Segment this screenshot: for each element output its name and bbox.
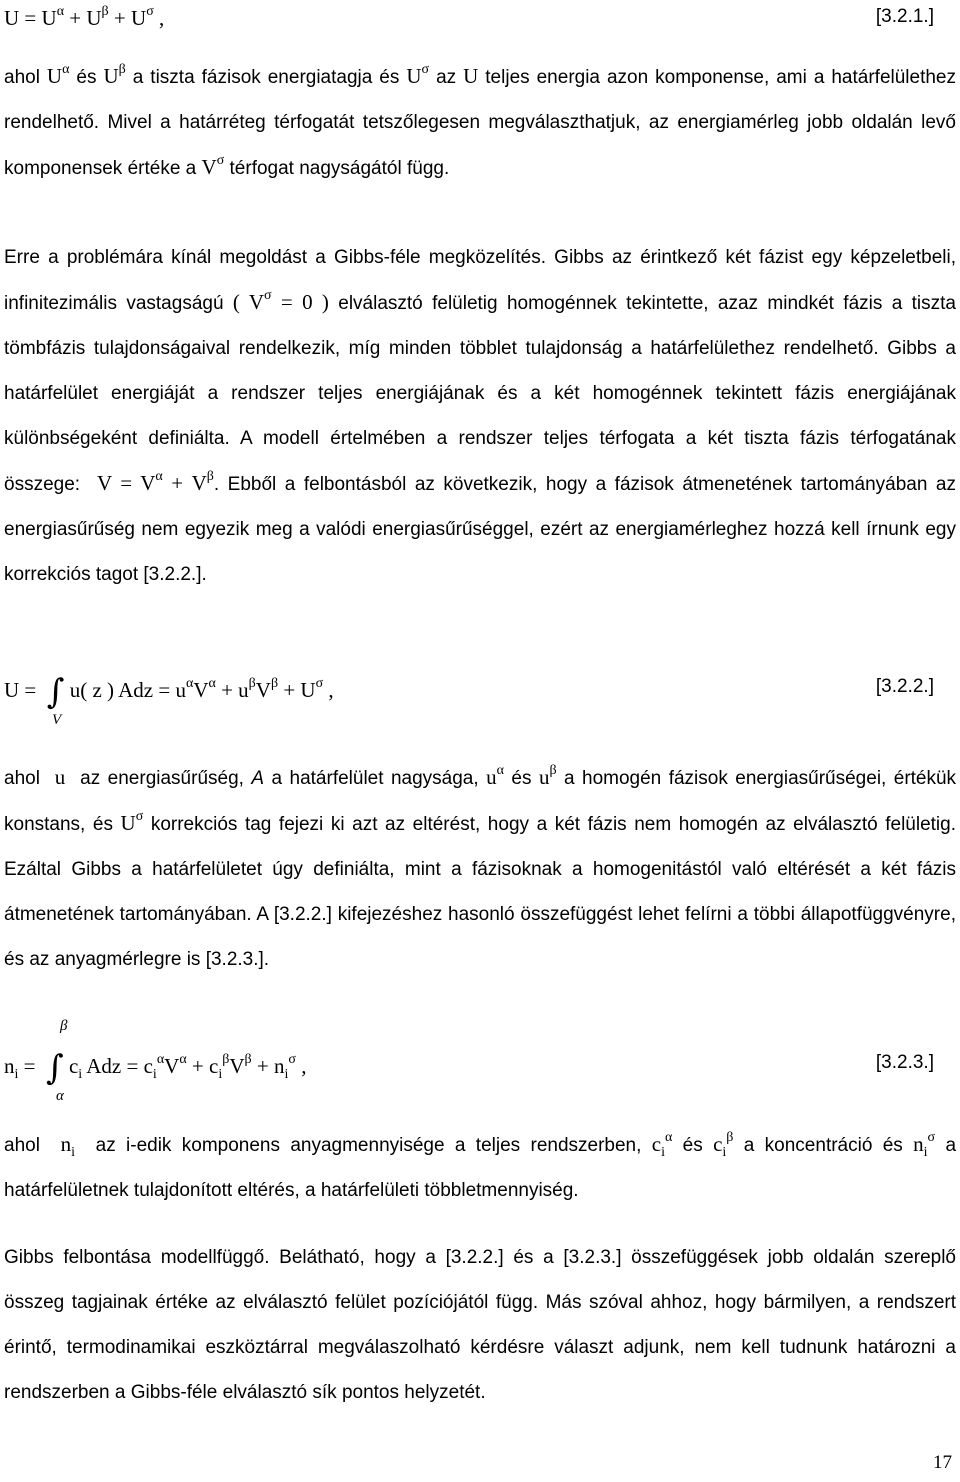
equation-number: [3.2.2.] — [875, 676, 934, 697]
math-inline: $u^\beta$ — [538, 763, 557, 789]
text-span: elválasztó felületig homogénnek tekintette, azaz mindkét fázis a tiszta tömbfázis tulajdonságaival rendelkezik, míg minden többlet tulajdonság a határfelülethez rendelhető. Gibbs a határfelület energiáját a rendszer teljes energiájának és a két homogénnek tekintett fázis energiájának különbségeként definiálta. A modell értelmében a rendszer teljes térfogata a két tiszta fázis térfogatának összege: — [4, 293, 956, 495]
math-inline: ( $V^\sigma = 0$ ) — [232, 288, 329, 314]
math-inline: $n_i$ — [50, 1132, 75, 1161]
equation-number: [3.2.3.] — [875, 1052, 934, 1073]
math-inline: $u^\alpha$ — [486, 763, 504, 789]
paragraph-2 — [4, 235, 956, 597]
math-inline: $c_i^\alpha$ — [651, 1130, 673, 1161]
paragraph-3 — [4, 755, 956, 982]
paragraph-4 — [4, 1122, 956, 1213]
text-span: a tiszta fázisok energiatagja és — [132, 67, 400, 88]
text-span: a homogén fázisok energiasűrűségei, értékük konstans, és — [4, 768, 957, 835]
text-span: ahol — [4, 768, 40, 789]
text-span: és — [76, 67, 97, 88]
text-span: a határfelületnek tulajdonított eltérés, a határfelületi többletmennyiség. — [4, 1135, 957, 1201]
text-span: térfogat nagyságától függ. — [229, 158, 450, 179]
integral-sign: ∫ — [46, 672, 65, 712]
math-inline: u — [47, 765, 73, 789]
text-span: korrekciós tag fejezi ki azt az eltérést, hogy a két fázis nem homogén az elválasztó felületig. Ezáltal Gibbs a határfelületet úgy definiálta, mint a fázisoknak a homogenitástól való eltérését a két fázis átmenetének tartományában. A [3.2.2.] kifejezéshez hasonló összefüggést lehet felírni a többi állapotfüggvényre, és az anyagmérlegre is [3.2.3.]. — [4, 814, 956, 970]
text-span: és — [511, 768, 532, 789]
integral-lower-limit: α — [56, 1088, 64, 1104]
equation-expression: U = ∫ u( z ) Adz = $u^\alpha V^\alpha + u^\beta V^\beta + U^\sigma$ , — [4, 672, 334, 712]
integral-lower-limit: V — [52, 712, 62, 728]
text-span: az i-edik komponens anyagmennyisége a teljes rendszerben, — [95, 1135, 642, 1156]
equation-expression: $n_i$ = ∫ $c_i$ Adz = $c_i^\alpha V^\alpha + c_i^\beta V^\beta + n_i^\sigma$ , — [4, 1048, 307, 1088]
paragraph-1 — [4, 54, 956, 191]
equation-3-2-1 — [4, 6, 934, 31]
math-inline: U — [463, 64, 479, 88]
text-span: a koncentráció és — [743, 1135, 903, 1156]
paragraph-5: Gibbs felbontása modellfüggő. Belátható, hogy a [3.2.2.] és a [3.2.3.] összefüggések jobb oldalán szereplő összeg tagjainak értéke az elválasztó felület pozíciójától függ. Más szóval ahhoz, hogy bármilyen, a rendszert érintő, termodinamikai eszköztárral megválaszolható kérdésre választ adjunk, nem kell tudnunk határozni a rendszerben a Gibbs-féle elválasztó sík pontos helyzetét. — [4, 1247, 956, 1403]
integral-upper-limit: β — [60, 1018, 68, 1034]
text-span: az — [436, 67, 457, 88]
text-span: ahol — [4, 1135, 40, 1156]
text-span: ahol — [4, 67, 40, 88]
integral-sign: ∫ — [45, 1048, 64, 1088]
math-inline: $c_i^\beta$ — [713, 1130, 734, 1161]
equation-expression: $U = U^\alpha + U^\beta + U^\sigma$ , — [4, 4, 165, 30]
math-inline: $V = V^\alpha + V^\beta$ — [88, 469, 214, 495]
text-span: az energiasűrűség, — [80, 768, 244, 789]
math-inline: $n_i^\sigma$ — [913, 1130, 936, 1161]
equation-number: [3.2.1.] — [875, 6, 934, 27]
page-number: 17 — [933, 1452, 952, 1473]
equation-3-2-3 — [4, 1018, 934, 1108]
text-span: a határfelület nagysága, — [271, 768, 479, 789]
math-inline: $U^\beta$ — [103, 62, 126, 88]
text-span: és — [682, 1135, 703, 1156]
math-inline: $U^\sigma$ — [120, 809, 144, 835]
math-inline: $U^\alpha$ — [46, 62, 70, 88]
text-span: Erre a problémára kínál megoldást a Gibbs-féle megközelítés. Gibbs az érintkező két fázist egy képzeletbeli, infinitezimális vastagságú — [4, 247, 956, 314]
text-span: teljes energia azon komponense, ami a határfelülethez rendelhető. Mivel a határréteg térfogatát tetszőlegesen megválaszthatjuk, az energiamérleg jobb oldalán levő komponensek értéke a — [4, 67, 957, 179]
equation-3-2-2 — [4, 672, 934, 732]
text-span: . Ebből a felbontásból az következik, hogy a fázisok átmenetének tartományában az energiasűrűség nem egyezik meg a valódi energiasűrűséggel, ezért az energiamérleghez hozzá kell írnunk egy korrekciós tagot [3.2.2.]. — [4, 474, 957, 585]
math-inline: $V^\sigma$ — [201, 153, 225, 179]
math-inline: $U^\sigma$ — [406, 62, 430, 88]
text-span: A — [251, 768, 265, 789]
